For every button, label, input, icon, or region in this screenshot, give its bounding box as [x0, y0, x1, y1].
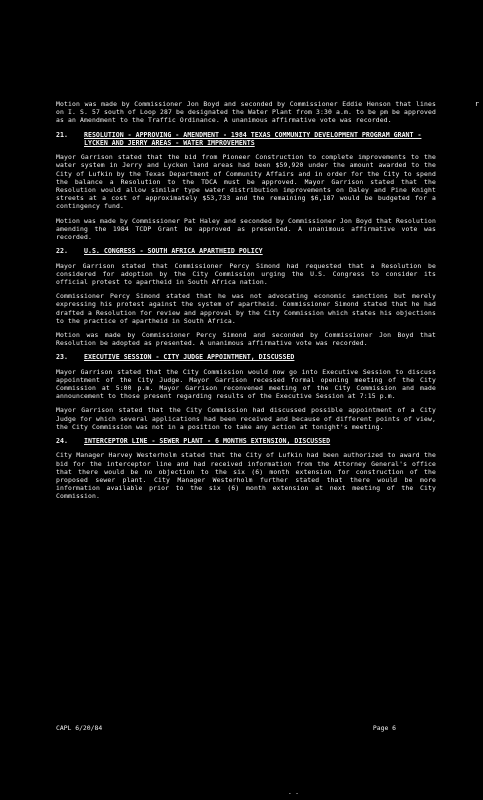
section-title: RESOLUTION - APPROVING - AMENDMENT - 1984 TEXAS COMMUNITY DEVELOPMENT PROGRAM GRANT - LYCKEN AND JERRY AREAS - WATER IMPROVEMENTS: [84, 130, 422, 147]
section-title: U.S. CONGRESS - SOUTH AFRICA APARTHEID POLICY: [84, 247, 263, 256]
minutes-page: [56, 100, 436, 507]
section-paragraph: Motion was made by Commissioner Pat Haley and seconded by Commissioner Jon Boyd that Resolution amending the 1984 TCDP Grant be approved as presented. A unanimous affirmative vote was recorded.: [56, 216, 436, 242]
section-23: [56, 353, 436, 431]
section-number: 21.: [56, 130, 68, 139]
page-footer: [56, 724, 396, 732]
section-title: EXECUTIVE SESSION - CITY JUDGE APPOINTMENT, DISCUSSED: [84, 353, 295, 362]
edge-mark: r: [474, 100, 479, 108]
section-paragraph: City Manager Harvey Westerholm stated that the City of Lufkin had been authorized to award the bid for the interceptor line and had received information from the Attorney General's office that there would be no objection to the six (6) month extension for construction of the proposed sewer plant. City Manager Westerholm further stated that there would be more information available prior to the six (6) month extension at next meeting of the City Commission.: [56, 451, 436, 501]
section-title: INTERCEPTOR LINE - SEWER PLANT - 6 MONTHS EXTENSION, DISCUSSED: [84, 437, 331, 446]
section-heading: [56, 247, 436, 255]
intro-paragraph: Motion was made by Commissioner Jon Boyd and seconded by Commissioner Eddie Henson that lines on I. S. 57 south of Loop 287 be designated the Water Plant from 3:30 a.m. to be pm be approved as an Amendment to the Traffic Ordinance. A unanimous affirmative vote was recorded.: [56, 100, 436, 125]
section-24: [56, 437, 436, 501]
page-number: Page 6: [372, 724, 396, 732]
section-heading: [56, 437, 436, 445]
bottom-mark: - -: [288, 790, 299, 797]
section-paragraph: Mayor Garrison stated that Commissioner Percy Simond had requested that a Resolution be considered for adoption by the City Commission urging the U.S. Congress to consider its official protest to apartheid in South Africa nation.: [56, 261, 436, 286]
footer-date: CAPL 6/20/84: [56, 724, 103, 732]
section-paragraph: Motion was made by Commissioner Percy Simond and seconded by Commissioner Jon Boyd that Resolution be adopted as presented. A unanimous affirmative vote was recorded.: [56, 330, 436, 348]
section-paragraph: Commissioner Percy Simond stated that he was not advocating economic sanctions but merely expressing his protest against the system of apartheid. Commissioner Simond stated that he had drafted a Resolution for review and approval by the City Commission which states his objections to the practice of apartheid in South Africa.: [56, 292, 436, 325]
section-paragraph: Mayor Garrison stated that the City Commission had discussed possible appointment of a City Judge for which several applications had been received and because of different points of view, the City Commission was not in a position to take any action at tonight's meeting.: [56, 406, 436, 431]
section-22: [56, 247, 436, 347]
section-heading: [56, 131, 436, 148]
section-21: [56, 131, 436, 242]
section-paragraph: Mayor Garrison stated that the City Commission would now go into Executive Session to discuss appointment of the City Judge. Mayor Garrison recessed formal opening meeting of the City Commission at 5:00 p.m. Mayor Garrison reconvened meeting of the City Commission and made announcement to those present regarding results of the Executive Session at 7:15 p.m.: [56, 367, 436, 401]
section-number: 22.: [56, 247, 68, 256]
section-paragraph: Mayor Garrison stated that the bid from Pioneer Construction to complete improvements to the water system in Jerry and Lycken land areas had been $59,920 under the amount awarded to the City of Lufkin by the Texas Department of Community Affairs and in order for the City to spend the balance a Resolution to the TDCA must be approved. Mayor Garrison stated that the Resolution would allow similar type water distribution improvements on Daley and Pine Knight streets at a cost of approximately $53,733 and the remaining $6,187 would be budgeted for a contingency fund.: [56, 153, 436, 211]
section-number: 24.: [56, 437, 68, 446]
section-heading: [56, 353, 436, 361]
section-number: 23.: [56, 353, 68, 362]
